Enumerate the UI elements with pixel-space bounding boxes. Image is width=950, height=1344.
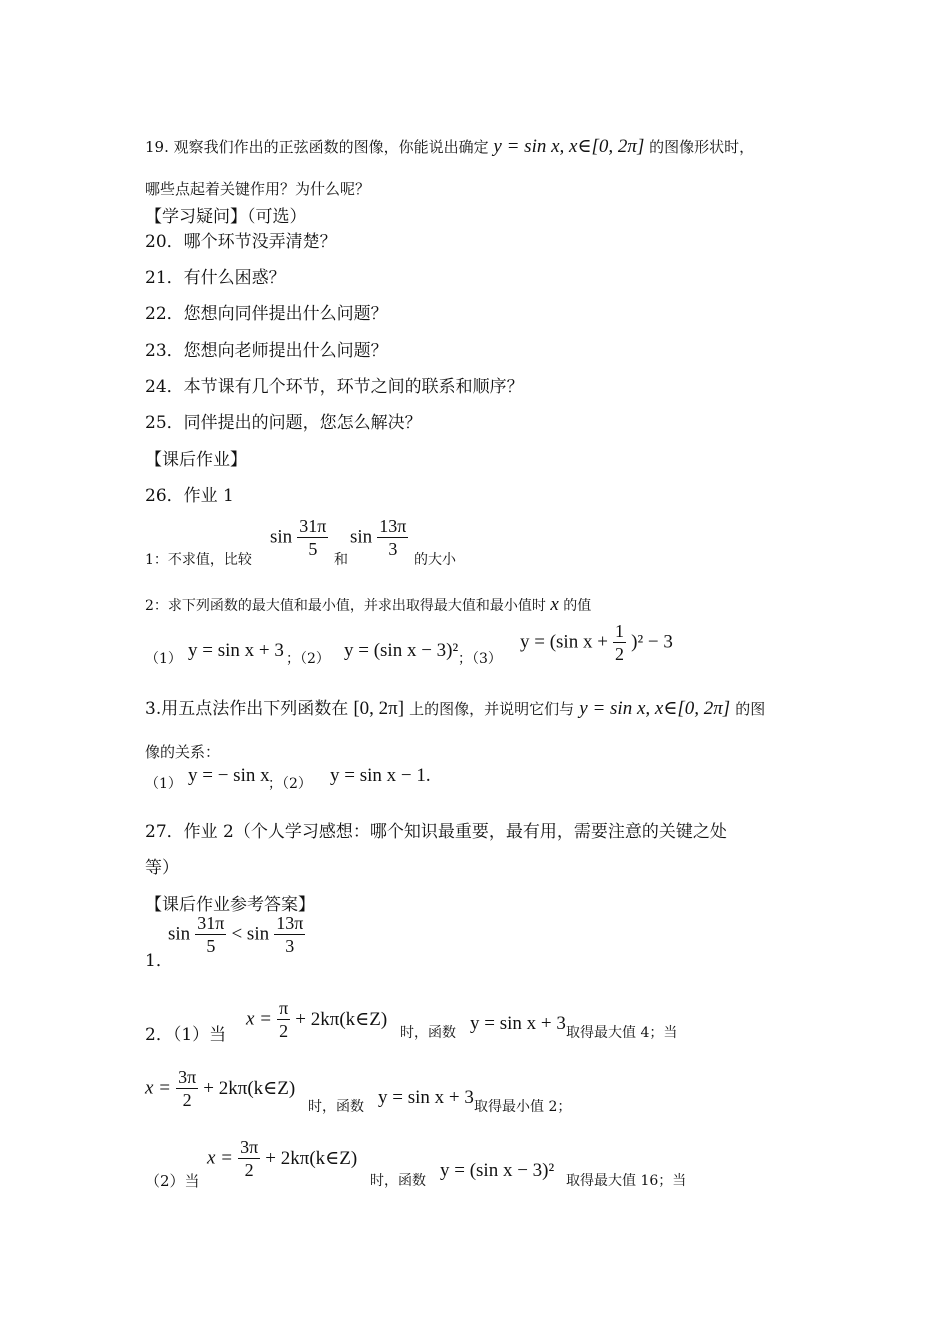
a2-x2-post: + 2kπ(k∈Z) — [203, 1078, 296, 1099]
a2-f3: y = (sin x − 3)² — [440, 1160, 555, 1181]
p2-text-b: 的值 — [563, 598, 592, 614]
a2-f2: y = sin x + 3 — [378, 1087, 474, 1108]
a1-f2-num: 13π — [276, 913, 304, 933]
p2-sep2: ；（3） — [458, 651, 502, 667]
study-questions-heading: 【学习疑问】（可选） — [145, 207, 307, 227]
a2-x3 — [207, 1136, 357, 1181]
p2-line — [145, 594, 591, 616]
a2-t2: 取得最大值 4；当 — [566, 1025, 678, 1041]
p2-sep1: ；（2） — [286, 651, 330, 667]
p1-and: 和 — [334, 552, 348, 568]
p2-text-a: 2：求下列函数的最大值和最小值，并求出取得最大值和最小值时 — [145, 598, 546, 614]
a2-x2-pre: x = — [145, 1077, 172, 1099]
p1-f1-num: 31π — [299, 516, 327, 536]
p2-i1-math: y = sin x + 3 — [188, 640, 284, 661]
p3-i1-label: （1） — [145, 776, 182, 792]
p3-i2-math: y = sin x − 1. — [330, 765, 431, 786]
p1-f2-num: 13π — [379, 516, 407, 536]
a2-x2-num: 3π — [178, 1067, 197, 1087]
p2-i2-math: y = (sin x − 3)² — [344, 640, 459, 661]
question-item: 20．哪个环节没弄清楚？ — [145, 232, 337, 252]
a2-t3: 时，函数 — [308, 1099, 364, 1115]
p3-math: y = sin x, x∈[0, 2π] — [579, 698, 731, 719]
a2-t4: 取得最小值 2； — [474, 1099, 572, 1115]
p2-i3-pre: y = (sin x + — [520, 631, 608, 653]
p2-i1-label: （1） — [145, 651, 182, 667]
p1-text-a: 1：不求值，比较 — [145, 552, 252, 568]
hw2-line1: 27．作业 2（个人学习感想：哪个知识最重要，最有用，需要注意的关键之处 — [145, 822, 727, 842]
a2-x1-pre: x = — [246, 1008, 273, 1030]
question-item: 23．您想向老师提出什么问题？ — [145, 341, 388, 361]
q19-text-b: 的图像形状时， — [649, 138, 755, 156]
a2-f1: y = sin x + 3 — [470, 1013, 566, 1034]
question-item: 21．有什么困惑？ — [145, 268, 286, 288]
p2-i3-post: )² − 3 — [631, 631, 673, 653]
a2-x3-post: + 2kπ(k∈Z) — [265, 1148, 358, 1169]
p3-sep: ；（2） — [268, 776, 312, 792]
question-item: 24．本节课有几个环节，环节之间的联系和顺序？ — [145, 377, 524, 397]
hw1-title: 26．作业 1 — [145, 486, 234, 506]
a1-f1-num: 31π — [197, 913, 225, 933]
a2-t6: 取得最大值 16；当 — [566, 1173, 687, 1189]
p2-var: x — [550, 594, 559, 615]
p3-line1 — [145, 694, 765, 720]
p1-text-b: 的大小 — [414, 552, 456, 568]
q19-line1 — [145, 135, 754, 158]
a2-x3-den: 2 — [244, 1160, 254, 1180]
a1-f2-den: 3 — [285, 936, 295, 956]
p1-f1-den: 5 — [308, 539, 318, 559]
p1-f2-prefix: sin — [350, 526, 373, 548]
a2-x1-num: π — [279, 998, 289, 1018]
p1-fraction-2 — [350, 515, 408, 560]
a1-f1-den: 5 — [206, 936, 216, 956]
homework-heading: 【课后作业】 — [145, 450, 247, 470]
question-item: 22．您想向同伴提出什么问题？ — [145, 304, 388, 324]
p3-i1-math: y = − sin x — [188, 765, 270, 786]
a2-x1 — [246, 997, 387, 1042]
a2-x1-post: + 2kπ(k∈Z) — [295, 1009, 388, 1030]
question-item: 25．同伴提出的问题，您怎么解决？ — [145, 413, 422, 433]
q19-text-a: 19. 观察我们作出的正弦函数的图像，你能说出确定 — [145, 138, 489, 156]
a2-x3-num: 3π — [240, 1137, 259, 1157]
p1-f1-prefix: sin — [270, 526, 293, 548]
a2-x2-den: 2 — [182, 1090, 192, 1110]
a1-f1-prefix: sin — [168, 923, 191, 945]
a2-x3-pre: x = — [207, 1147, 234, 1169]
p2-i3-math — [520, 620, 673, 665]
a1-label: 1． — [145, 951, 173, 971]
p3-text-c: 的图 — [735, 700, 766, 718]
a2-t5: 时，函数 — [370, 1173, 426, 1189]
p1-f2-den: 3 — [388, 539, 398, 559]
p3-text-b: 上的图像，并说明它们与 — [409, 700, 575, 718]
q19-math: y = sin x, x∈[0, 2π] — [493, 136, 645, 157]
p2-i3-num: 1 — [615, 621, 625, 641]
a2-2-label: （2）当 — [145, 1172, 200, 1190]
p3-interval: [0, 2π] — [353, 698, 405, 719]
q19-line2: 哪些点起着关键作用？为什么呢？ — [145, 180, 371, 198]
p3-text-d: 像的关系： — [145, 743, 221, 761]
p2-i3-den: 2 — [615, 644, 625, 664]
a2-t1: 时，函数 — [400, 1025, 456, 1041]
a1-lt: < sin — [231, 923, 270, 945]
a2-x1-den: 2 — [279, 1021, 289, 1041]
a1-math — [168, 912, 305, 957]
hw2-line2: 等） — [145, 858, 179, 878]
p3-text-a: 3.用五点法作出下列函数在 — [145, 699, 349, 719]
a2-label: 2．（1）当 — [145, 1025, 227, 1045]
p1-fraction-1 — [270, 515, 328, 560]
answers-heading: 【课后作业参考答案】 — [145, 895, 315, 915]
a2-x2 — [145, 1066, 295, 1111]
